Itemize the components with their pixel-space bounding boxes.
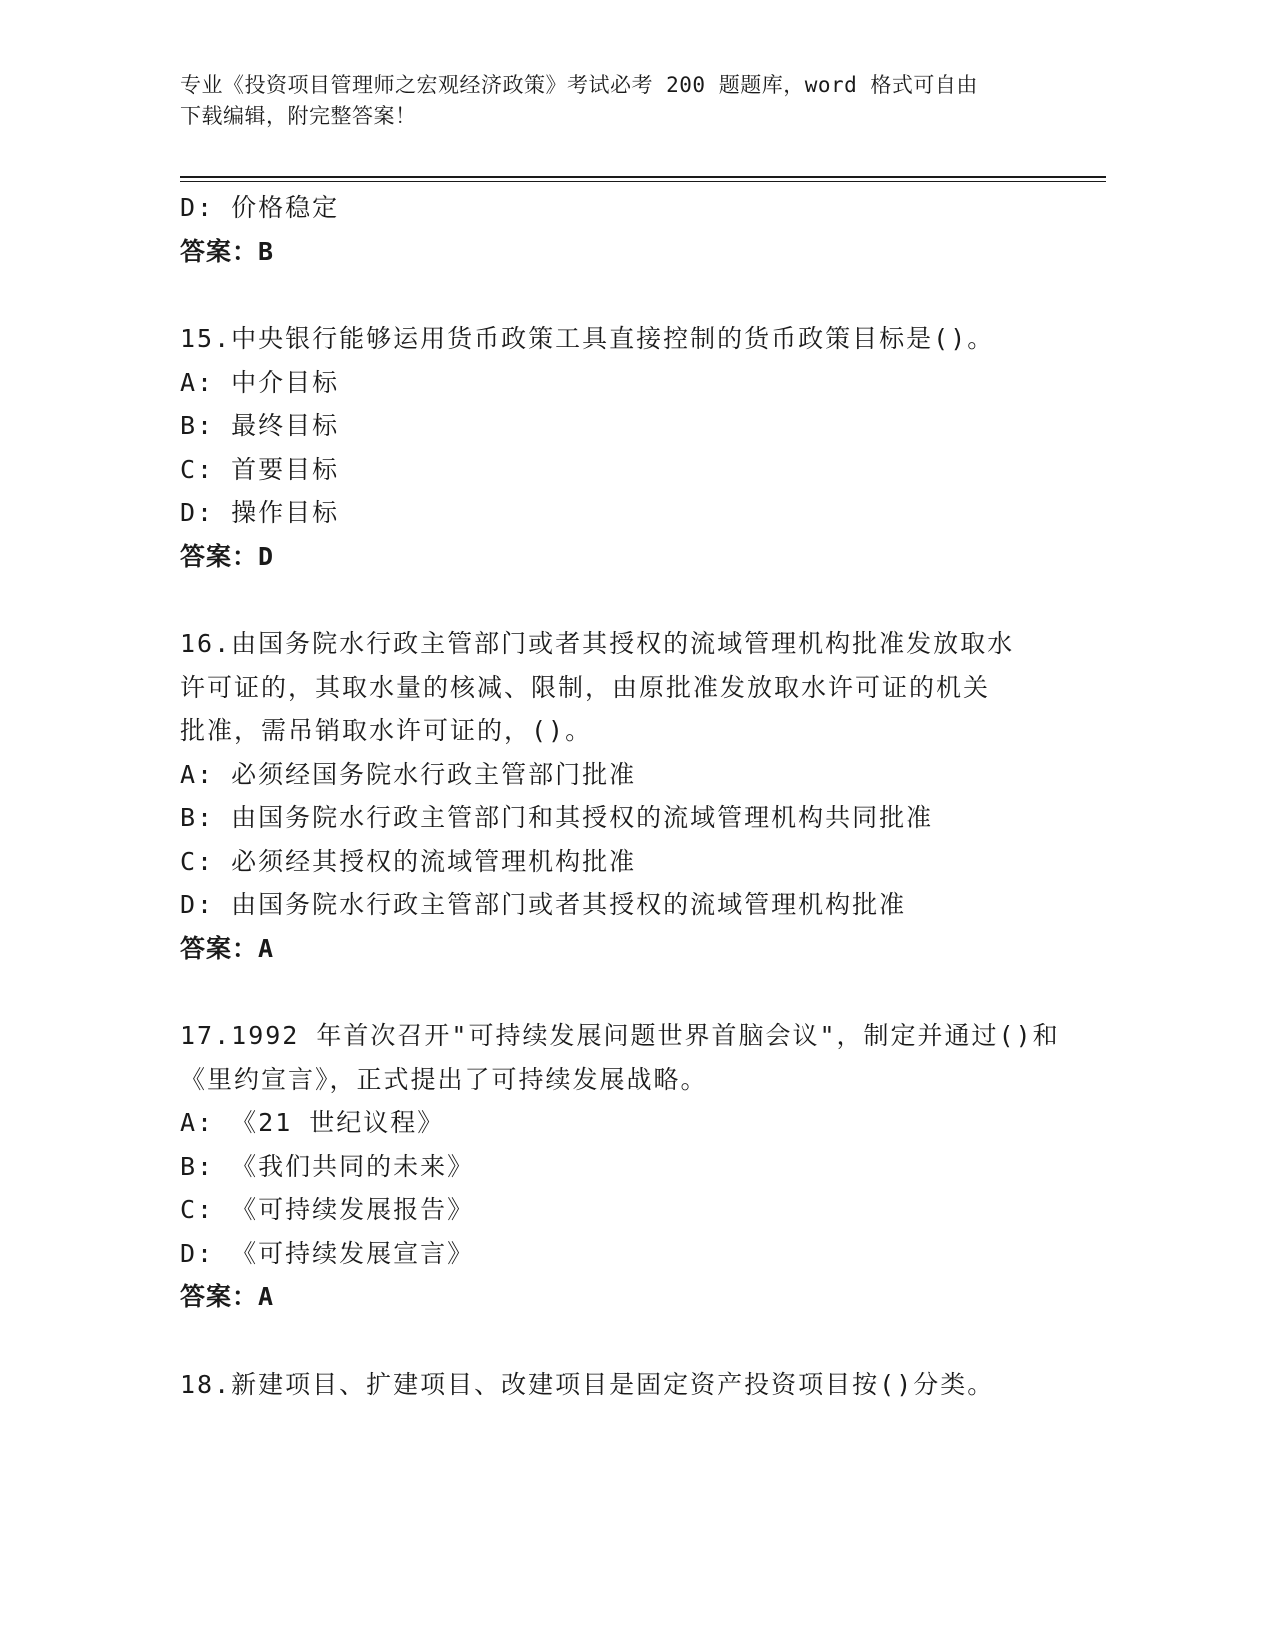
header-rule-thin bbox=[180, 181, 1106, 182]
option-a: A: 中介目标 bbox=[180, 367, 340, 397]
answer: 答案：A bbox=[180, 1282, 275, 1311]
question-stem: 15.中央银行能够运用货币政策工具直接控制的货币政策目标是()。 bbox=[180, 324, 995, 353]
option-c: C: 《可持续发展报告》 bbox=[180, 1195, 475, 1224]
option-b: B: 最终目标 bbox=[180, 411, 340, 440]
header-line-1: 专业《投资项目管理师之宏观经济政策》考试必考 200 题题库，word 格式可自由 bbox=[180, 73, 978, 97]
question-17 bbox=[180, 1014, 1080, 1319]
option-a: A: 《21 世纪议程》 bbox=[180, 1108, 445, 1137]
option-c: C: 首要目标 bbox=[180, 454, 340, 484]
question-stem-line-3: 批准，需吊销取水许可证的，()。 bbox=[180, 716, 593, 745]
question-15 bbox=[180, 317, 1080, 578]
question-16 bbox=[180, 622, 1080, 970]
question-18 bbox=[180, 1363, 1080, 1407]
question-content bbox=[180, 186, 1080, 1406]
option-d: D: 操作目标 bbox=[180, 498, 340, 527]
header-rule bbox=[180, 176, 1106, 178]
answer: 答案：A bbox=[180, 933, 275, 963]
question-stem: 18.新建项目、扩建项目、改建项目是固定资产投资项目按()分类。 bbox=[180, 1369, 995, 1399]
answer: 答案：D bbox=[180, 541, 275, 571]
question-stem-line-2: 许可证的，其取水量的核减、限制，由原批准发放取水许可证的机关 bbox=[180, 672, 991, 702]
option-c: C: 必须经其授权的流域管理机构批准 bbox=[180, 846, 637, 876]
option-b: B: 《我们共同的未来》 bbox=[180, 1151, 475, 1181]
question-stem-line-2: 《里约宣言》，正式提出了可持续发展战略。 bbox=[180, 1064, 708, 1094]
option-d: D: 由国务院水行政主管部门或者其授权的流域管理机构批准 bbox=[180, 890, 907, 919]
header-line-2: 下载编辑，附完整答案！ bbox=[180, 104, 417, 128]
option-d: D: 《可持续发展宣言》 bbox=[180, 1238, 475, 1268]
option-d: D: 价格稳定 bbox=[180, 193, 340, 222]
question-stem-line-1: 17.1992 年首次召开"可持续发展问题世界首脑会议"，制定并通过()和 bbox=[180, 1021, 1060, 1050]
option-a: A: 必须经国务院水行政主管部门批准 bbox=[180, 759, 637, 789]
option-b: B: 由国务院水行政主管部门和其授权的流域管理机构共同批准 bbox=[180, 803, 934, 832]
answer: 答案：B bbox=[180, 236, 275, 266]
document-header bbox=[180, 70, 1080, 132]
question-stem-line-1: 16.由国务院水行政主管部门或者其授权的流域管理机构批准发放取水 bbox=[180, 629, 1015, 658]
